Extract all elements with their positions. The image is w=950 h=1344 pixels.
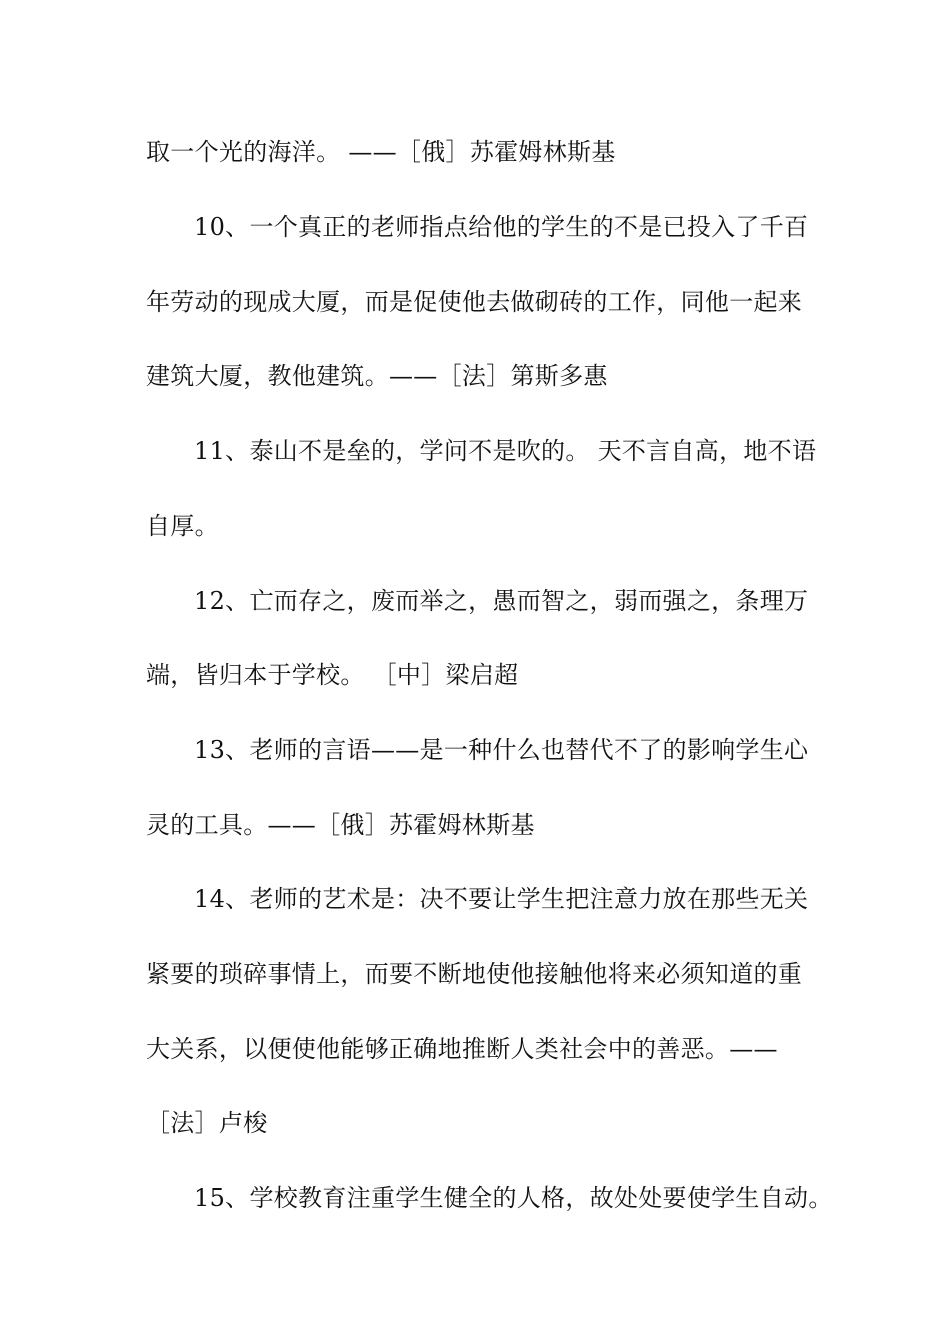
text-line: 14、老师的艺术是：决不要让学生把注意力放在那些无关 (194, 885, 809, 913)
text-line: 12、亡而存之，废而举之，愚而智之，弱而强之，条理万 (194, 587, 809, 615)
text-line: 15、学校教育注重学生健全的人格，故处处要使学生自动。 (194, 1184, 833, 1212)
text-line: ［法］卢梭 (146, 1109, 268, 1137)
text-line: 取一个光的海洋。 ——［俄］苏霍姆林斯基 (146, 138, 616, 166)
text-line: 建筑大厦，教他建筑。——［法］第斯多惠 (146, 362, 608, 390)
text-line: 灵的工具。——［俄］苏霍姆林斯基 (146, 811, 535, 839)
text-line: 紧要的琐碎事情上，而要不断地使他接触他将来必须知道的重 (146, 960, 803, 988)
text-line: 端，皆归本于学校。 ［中］梁启超 (146, 661, 519, 689)
text-line: 年劳动的现成大厦，而是促使他去做砌砖的工作，同他一起来 (146, 288, 803, 316)
text-line: 11、泰山不是垒的，学问不是吹的。 天不言自高，地不语 (194, 437, 817, 465)
text-line: 13、老师的言语——是一种什么也替代不了的影响学生心 (194, 736, 809, 764)
text-line: 大关系，以便使他能够正确地推断人类社会中的善恶。—— (146, 1035, 778, 1063)
text-line: 自厚。 (146, 512, 219, 540)
text-line: 10、一个真正的老师指点给他的学生的不是已投入了千百 (194, 213, 809, 241)
